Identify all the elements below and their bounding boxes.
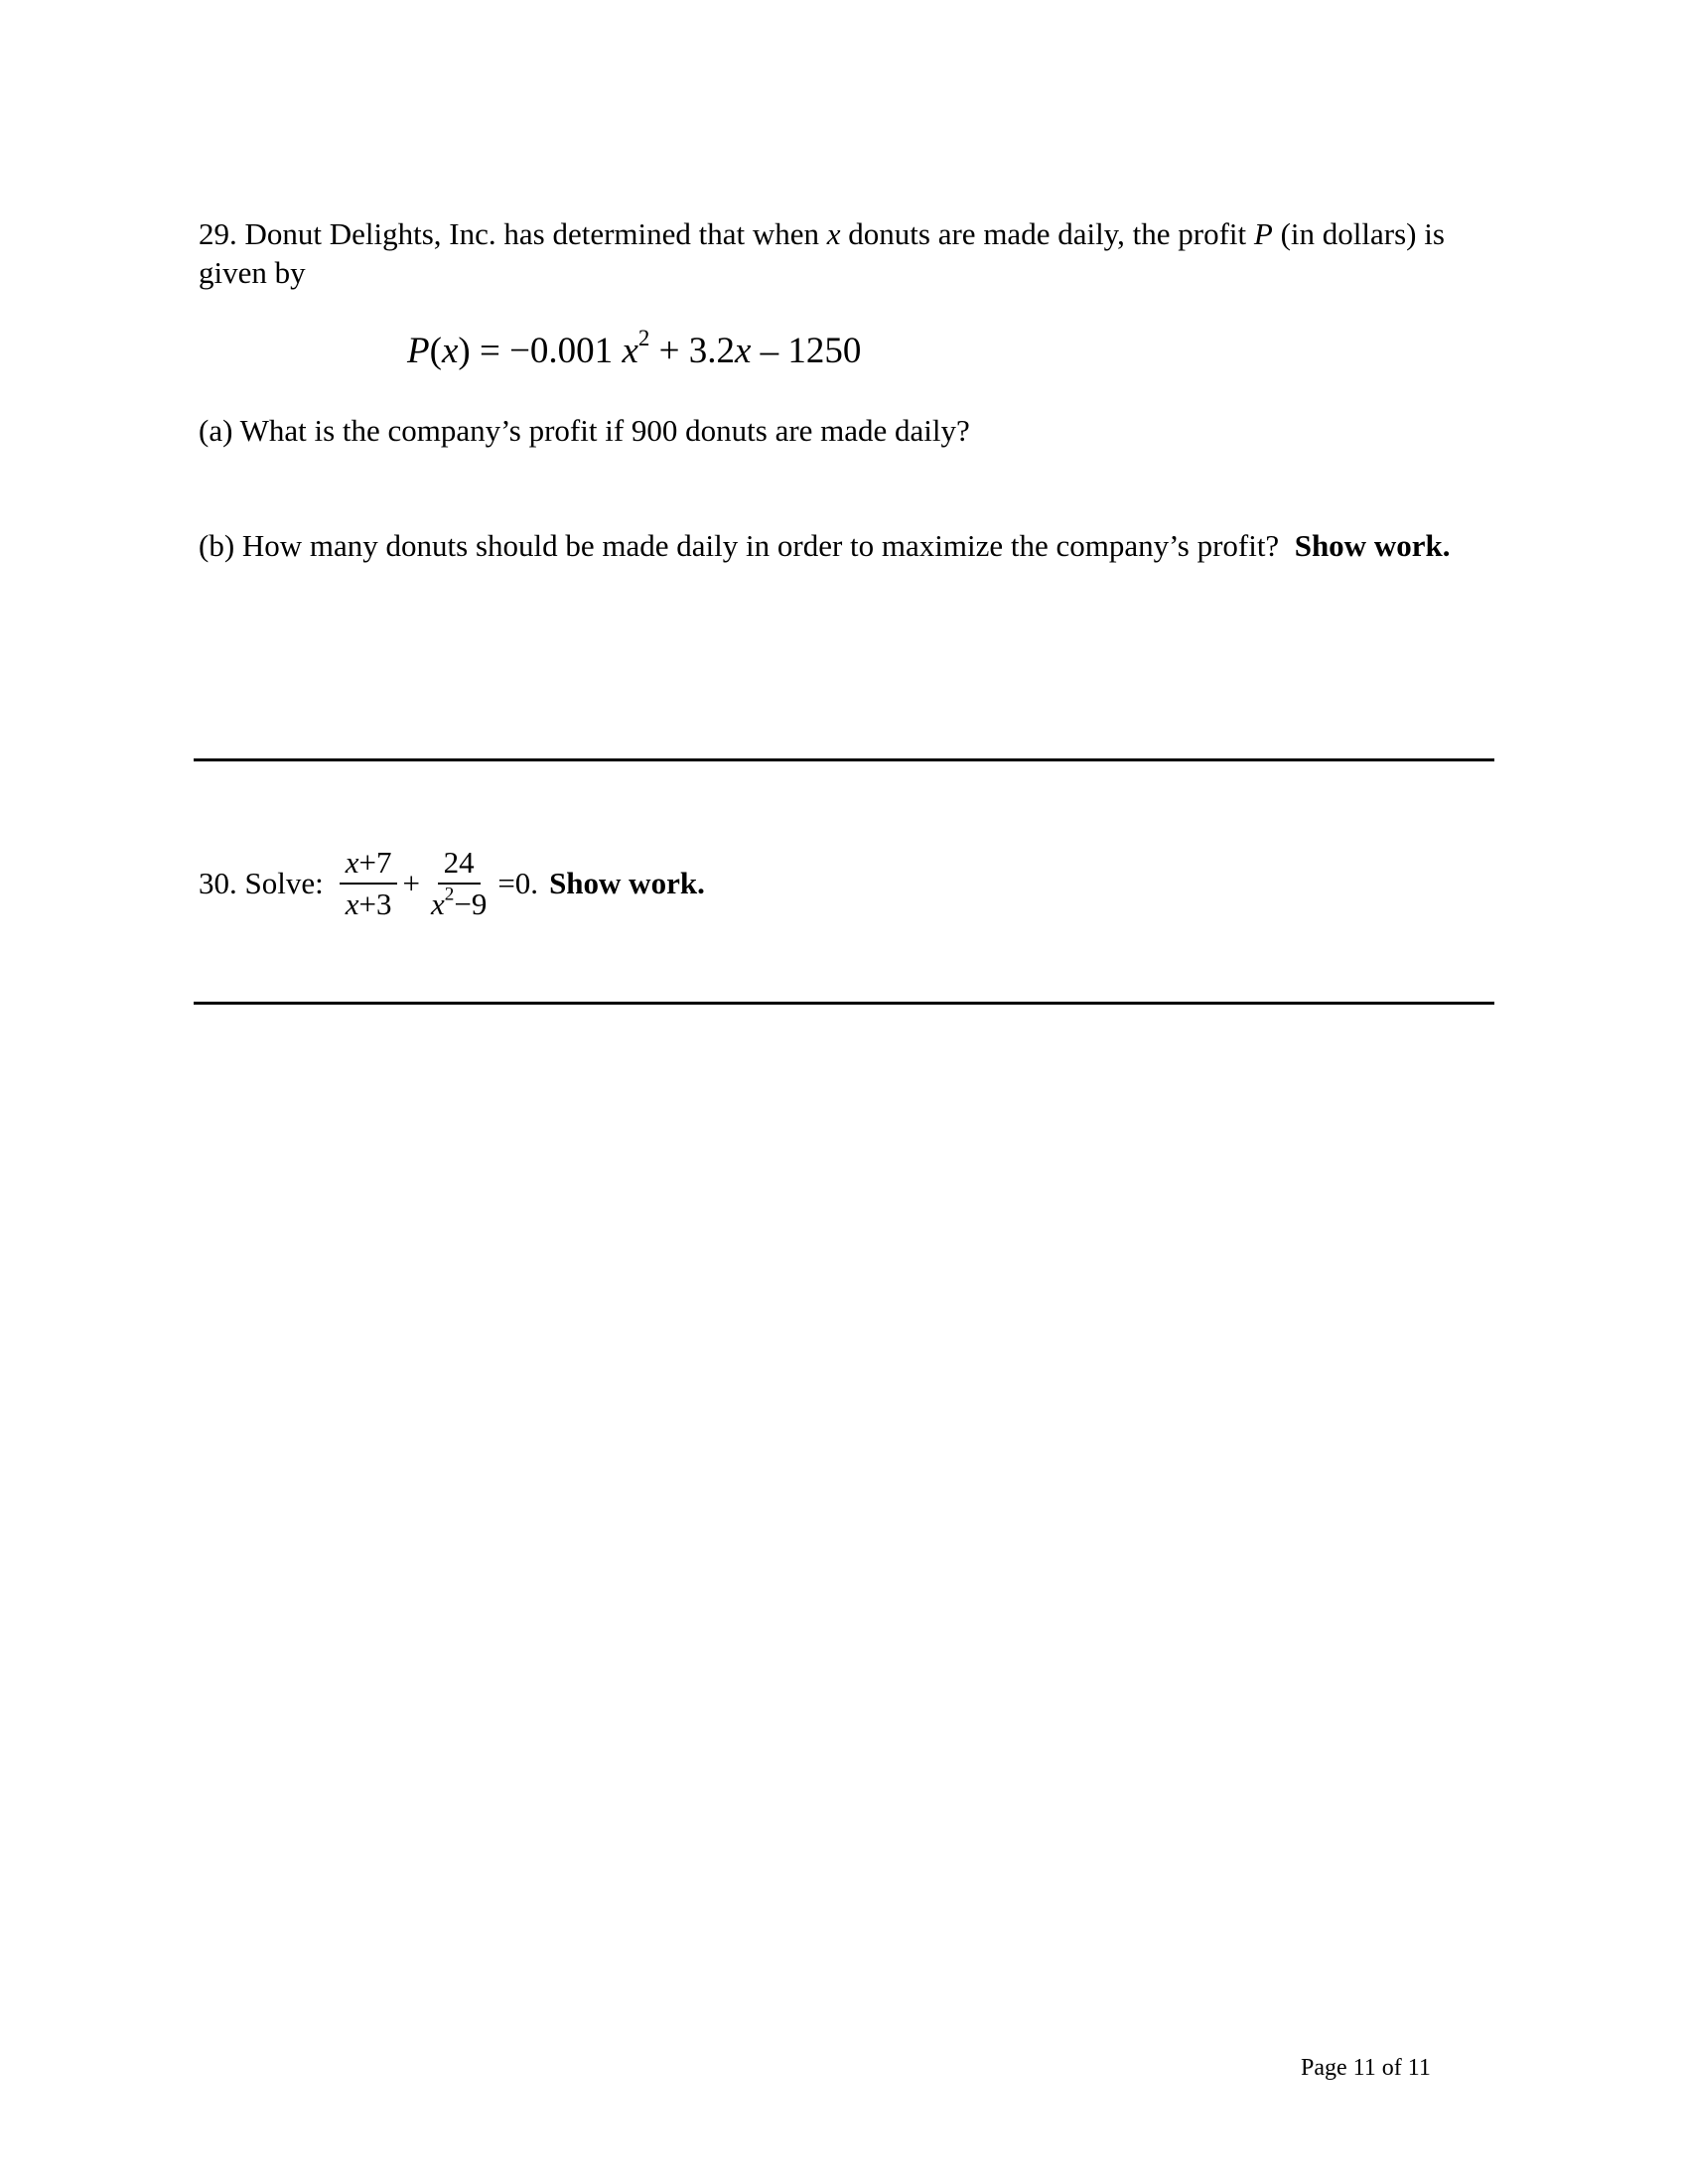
formula-linear-coefficient: + 3.2 xyxy=(649,331,735,371)
formula-exponent: 2 xyxy=(637,325,650,350)
q29-intro-text: 29. Donut Delights, Inc. has determined that when xyxy=(199,216,827,251)
formula-x-linear: x xyxy=(734,331,752,371)
frac1-den-x: x xyxy=(345,887,359,921)
section-divider xyxy=(194,1002,1494,1005)
formula-x-arg: x xyxy=(441,331,459,371)
frac2-den-x: x xyxy=(430,887,445,921)
formula-open-paren: ( xyxy=(429,331,442,371)
fraction-1-numerator xyxy=(340,846,398,885)
formula-close-paren: ) xyxy=(458,331,471,371)
frac1-den-rest: +3 xyxy=(358,887,392,921)
q29-intro-text-mid: donuts are made daily, the profit xyxy=(840,216,1254,251)
question-29-intro xyxy=(199,214,1489,292)
formula-p: P xyxy=(407,331,430,371)
profit-formula xyxy=(407,325,862,373)
fraction-1 xyxy=(340,846,398,921)
frac2-den-exponent: 2 xyxy=(444,884,455,905)
frac1-num-x: x xyxy=(345,845,359,880)
q29-intro-text-end: (in dollars) is given by xyxy=(199,216,1445,290)
q29-variable-x: x xyxy=(826,216,841,251)
q29-show-work: Show work. xyxy=(1294,528,1451,563)
section-divider xyxy=(194,758,1494,761)
question-30 xyxy=(199,839,705,928)
fraction-2 xyxy=(425,846,492,921)
q30-label: 30. Solve: xyxy=(199,866,324,900)
fraction-2-numerator: 24 xyxy=(438,846,481,885)
plus-operator: + xyxy=(402,866,420,900)
question-29-part-a: (a) What is the company’s profit if 900 donuts are made daily? xyxy=(199,413,970,448)
formula-coefficient: = −0.001 xyxy=(470,331,623,371)
q29-variable-p: P xyxy=(1253,216,1273,251)
fraction-2-denominator xyxy=(425,885,492,921)
question-29-part-b xyxy=(199,526,1489,565)
page-number: Page 11 of 11 xyxy=(1301,2055,1431,2081)
frac2-den-rest: −9 xyxy=(454,887,488,921)
formula-constant: – 1250 xyxy=(751,331,862,371)
frac1-num-rest: +7 xyxy=(358,845,392,880)
q29-part-b-text: (b) How many donuts should be made daily in order to maximize the company’s profit? xyxy=(199,528,1280,563)
q30-show-work: Show work. xyxy=(549,866,705,900)
fraction-1-denominator xyxy=(340,885,398,921)
formula-x-squared-base: x xyxy=(622,331,638,371)
equals-zero: =0. xyxy=(497,866,539,900)
